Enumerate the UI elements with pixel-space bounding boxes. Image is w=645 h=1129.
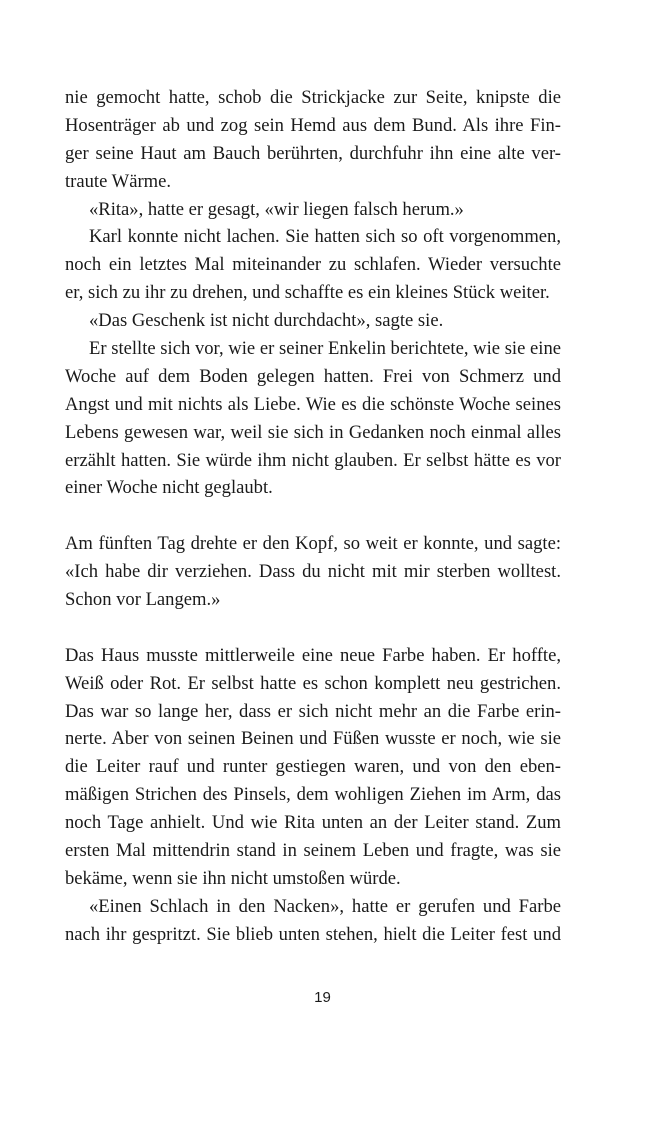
- text-line: Karl konnte nicht lachen. Sie hatten sich so oft vorgenommen,: [89, 226, 561, 248]
- text-line: einer Woche nicht geglaubt.: [65, 477, 273, 499]
- text-line: Schon vor Langem.»: [65, 589, 221, 611]
- paragraph: [65, 335, 561, 502]
- text-line: noch ein letztes Mal miteinander zu schlafen. Wieder versuchte: [65, 254, 561, 276]
- paragraph-gap: [65, 502, 561, 530]
- text-line: traute Wärme.: [65, 170, 171, 192]
- text-line: Woche auf dem Boden gelegen hatten. Frei von Schmerz und: [65, 365, 561, 387]
- text-line: er, sich zu ihr zu drehen, und schaffte es ein kleines Stück weiter.: [65, 282, 550, 304]
- paragraph: [65, 893, 561, 949]
- text-line: erzählt hatten. Sie würde ihm nicht glauben. Er selbst hätte es vor: [65, 449, 561, 471]
- paragraph: [65, 642, 561, 893]
- text-line: bekäme, wenn sie ihn nicht umstoßen würde.: [65, 867, 401, 889]
- paragraph-gap: [65, 614, 561, 642]
- text-line: Das war so lange her, dass er sich nicht mehr an die Farbe erin-: [65, 700, 561, 722]
- text-line: nach ihr gespritzt. Sie blieb unten stehen, hielt die Leiter fest und: [65, 923, 561, 945]
- text-line: ersten Mal mittendrin stand in seinem Leben und fragte, was sie: [65, 840, 561, 862]
- text-line: mäßigen Strichen des Pinsels, dem wohligen Ziehen im Arm, das: [65, 784, 561, 806]
- text-line: noch Tage anhielt. Und wie Rita unten an der Leiter stand. Zum: [65, 812, 561, 834]
- text-line: nerte. Aber von seinen Beinen und Füßen wusste er noch, wie sie: [65, 728, 561, 750]
- text-line: Am fünften Tag drehte er den Kopf, so weit er konnte, und sagte:: [65, 533, 561, 555]
- page-number: 19: [314, 989, 331, 1006]
- text-line: Das Haus musste mittlerweile eine neue Farbe haben. Er hoffte,: [65, 644, 561, 666]
- text-line: die Leiter rauf und runter gestiegen waren, und von den eben-: [65, 756, 561, 778]
- text-line: «Ich habe dir verziehen. Dass du nicht mit mir sterben wolltest.: [65, 561, 561, 583]
- text-line: «Das Geschenk ist nicht durchdacht», sagte sie.: [89, 310, 444, 332]
- text-line: «Einen Schlach in den Nacken», hatte er gerufen und Farbe: [89, 895, 561, 917]
- paragraph: [65, 530, 561, 614]
- paragraph: [65, 307, 561, 335]
- paragraph: [65, 196, 561, 224]
- text-line: Hosenträger ab und zog sein Hemd aus dem Bund. Als ihre Fin-: [65, 114, 561, 136]
- paragraph: [65, 84, 561, 196]
- text-line: Angst und mit nichts als Liebe. Wie es die schönste Woche seines: [65, 393, 561, 415]
- paragraph: [65, 223, 561, 307]
- body-text: [65, 84, 561, 949]
- text-line: Er stellte sich vor, wie er seiner Enkelin berichtete, wie sie eine: [89, 338, 561, 360]
- text-line: «Rita», hatte er gesagt, «wir liegen falsch herum.»: [89, 198, 464, 220]
- text-line: Weiß oder Rot. Er selbst hatte es schon komplett neu gestrichen.: [65, 672, 561, 694]
- text-line: ger seine Haut am Bauch berührten, durchfuhr ihn eine alte ver-: [65, 142, 561, 164]
- text-line: nie gemocht hatte, schob die Strickjacke zur Seite, knipste die: [65, 87, 561, 108]
- text-line: Lebens gewesen war, weil sie sich in Gedanken noch einmal alles: [65, 421, 561, 443]
